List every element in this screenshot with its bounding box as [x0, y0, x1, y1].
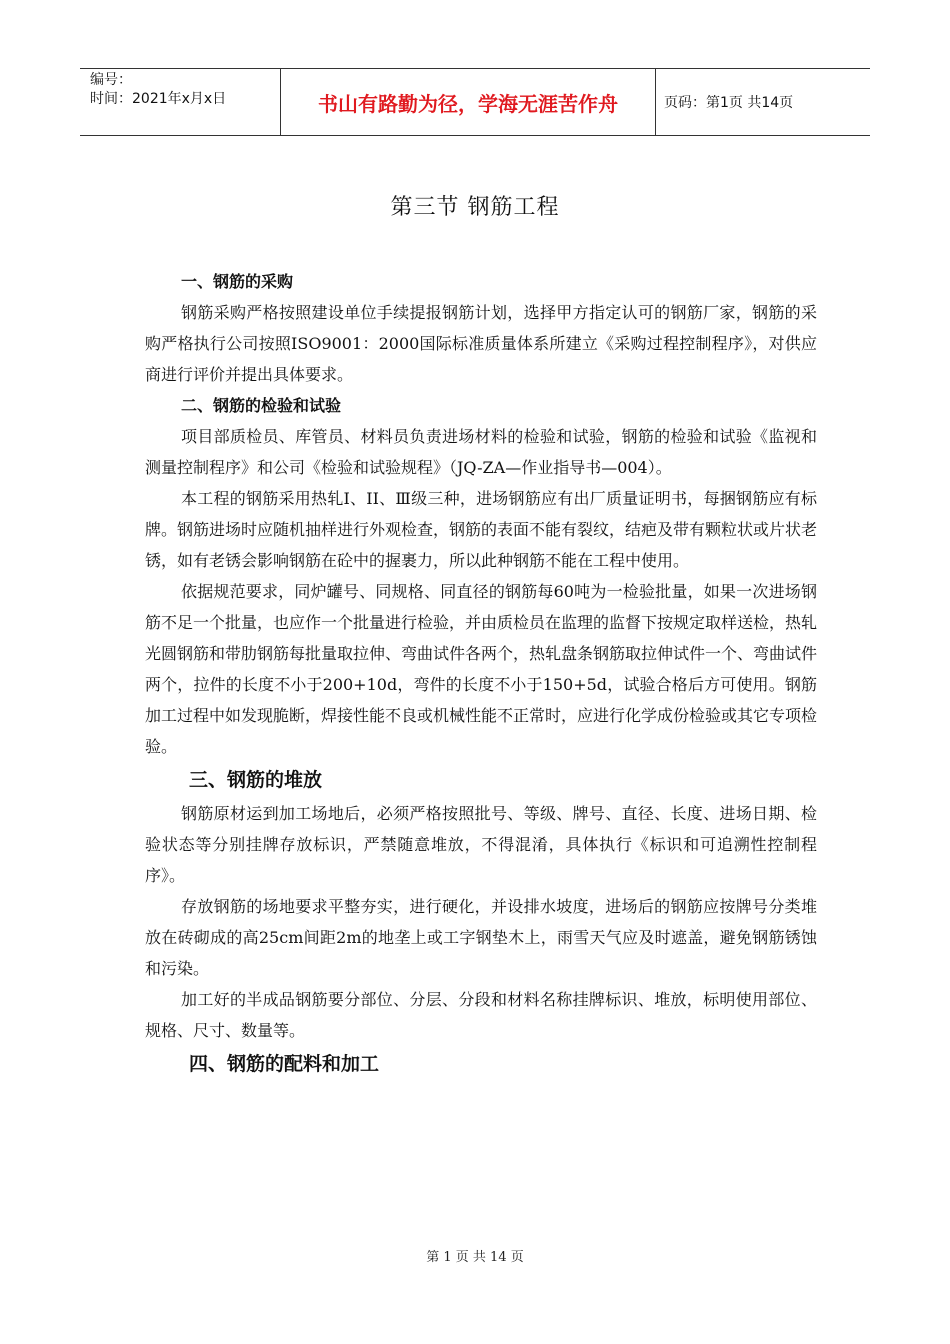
- time-label: 时间：2021年x月x日: [90, 91, 227, 107]
- paragraph: 钢筋采购严格按照建设单位手续提报钢筋计划，选择甲方指定认可的钢筋厂家，钢筋的采购严格执行公司按照ISO9001：2000国际标准质量体系所建立《采购过程控制程序》，对供应商进行评价并提出具体要求。: [145, 303, 817, 384]
- paragraph: 本工程的钢筋采用热轧Ⅰ、II、Ⅲ级三种，进场钢筋应有出厂质量证明书，每捆钢筋应有标牌。钢筋进场时应随机抽样进行外观检查，钢筋的表面不能有裂纹，结疤及带有颗粒状或片状老锈，如有老锈会影响钢筋在砼中的握裹力，所以此种钢筋不能在工程中使用。: [145, 489, 818, 570]
- header-motto: 书山有路勤为径，学海无涯苦作舟: [280, 69, 656, 135]
- paragraph: 加工好的半成品钢筋要分部位、分层、分段和材料名称挂牌标识、堆放，标明使用部位、规格、尺寸、数量等。: [145, 990, 817, 1040]
- page-footer: 第 1 页 共 14 页: [426, 1250, 524, 1265]
- page-title: 第三节 钢筋工程: [390, 195, 560, 220]
- header-page-info: 页码：第1页 共14页: [664, 95, 794, 111]
- section-heading-1: 一、钢筋的采购: [181, 272, 294, 291]
- number-label: 编号：: [90, 72, 132, 88]
- paragraph: 项目部质检员、库管员、材料员负责进场材料的检验和试验，钢筋的检验和试验《监视和测量控制程序》和公司《检验和试验规程》（JQ-ZA—作业指导书—004）。: [145, 427, 817, 477]
- paragraph: 存放钢筋的场地要求平整夯实，进行硬化，并设排水坡度，进场后的钢筋应按牌号分类堆放在砖砌成的高25cm间距2m的地垄上或工字钢垫木上，雨雪天气应及时遮盖，避免钢筋锈蚀和污染。: [145, 897, 817, 978]
- section-heading-3: 三、钢筋的堆放: [189, 769, 323, 791]
- paragraph: 依据规范要求，同炉罐号、同规格、同直径的钢筋每60吨为一检验批量，如果一次进场钢筋不足一个批量，也应作一个批量进行检验，并由质检员在监理的监督下按规定取样送检，热轧光圆钢筋和带肋钢筋每批量取拉伸、弯曲试件各两个，热轧盘条钢筋取拉伸试件一个、弯曲试件两个，拉件的长度不小于200+10d，弯件的长度不小于150+5d，试验合格后方可使用。钢筋加工过程中如发现脆断，焊接性能不良或机械性能不正常时，应进行化学成份检验或其它专项检验。: [145, 582, 818, 756]
- section-heading-4: 四、钢筋的配料和加工: [189, 1053, 380, 1075]
- paragraph: 钢筋原材运到加工场地后，必须严格按照批号、等级、牌号、直径、长度、进场日期、检验状态等分别挂牌存放标识，严禁随意堆放，不得混淆，具体执行《标识和可追溯性控制程序》。: [145, 804, 817, 885]
- document-body: [145, 266, 817, 1082]
- document-header: [80, 68, 870, 136]
- header-meta: [80, 69, 280, 135]
- section-heading-2: 二、钢筋的检验和试验: [181, 396, 342, 415]
